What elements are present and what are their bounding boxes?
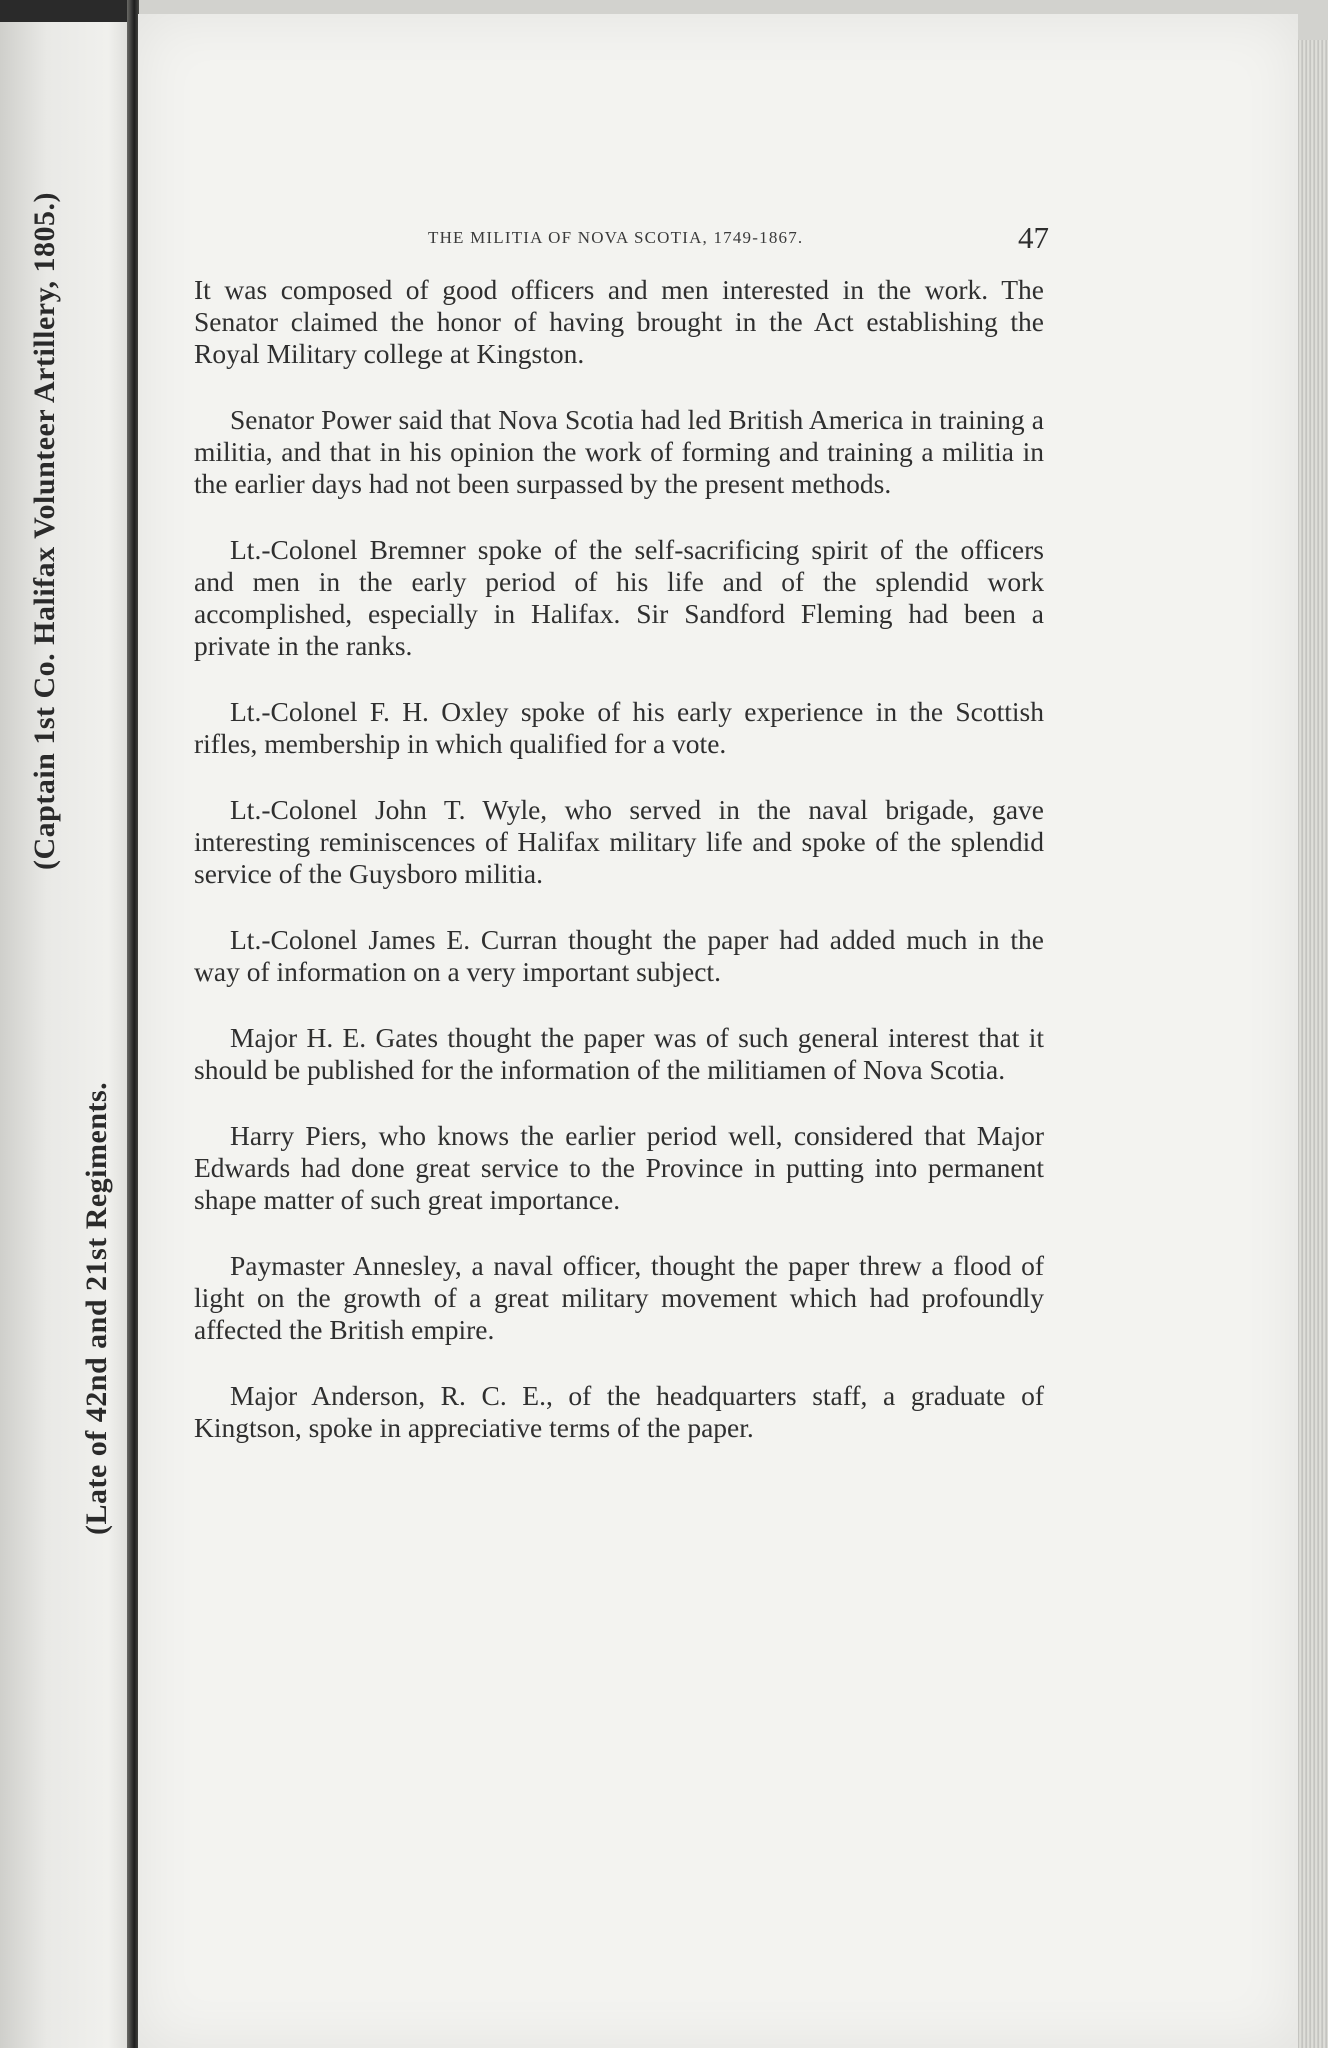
paragraph-gates: Major H. E. Gates thought the paper was of such general interest that it should be published for the information of the militiamen of Nova Scotia. bbox=[194, 1022, 1044, 1085]
paragraph-bremner: Lt.-Colonel Bremner spoke of the self-sacrificing spirit of the officers and men in the early period of his life and of the splendid work accomplished, especially in Halifax. Sir Sandford Fleming had been a private in the ranks. bbox=[194, 534, 1044, 661]
paragraph-wyle: Lt.-Colonel John T. Wyle, who served in the naval brigade, gave interesting reminiscences of Halifax military life and spoke of the splendid service of the Guysboro militia. bbox=[194, 794, 1044, 889]
paragraph-anderson: Major Anderson, R. C. E., of the headquarters staff, a graduate of Kingtson, spoke in appreciative terms of the paper. bbox=[194, 1380, 1044, 1443]
paragraph-piers: Harry Piers, who knows the earlier period well, considered that Major Edwards had done great service to the Province in putting into permanent shape matter of such great importance. bbox=[194, 1120, 1044, 1215]
facing-page-margin bbox=[0, 0, 135, 2048]
margin-caption-captain: (Captain 1st Co. Halifax Volunteer Artillery, 1805.) bbox=[28, 192, 61, 870]
page-number: 47 bbox=[1018, 220, 1049, 255]
paragraph-annesley: Paymaster Annesley, a naval officer, thought the paper threw a flood of light on the growth of a great military movement which had profoundly affected the British empire. bbox=[194, 1250, 1044, 1345]
paragraph-senator-power: Senator Power said that Nova Scotia had led British America in training a militia, and that in his opinion the work of forming and training a militia in the earlier days had not been surpassed by the present methods. bbox=[194, 404, 1044, 499]
running-title: THE MILITIA OF NOVA SCOTIA, 1749-1867. bbox=[428, 228, 804, 247]
page-header bbox=[138, 220, 1298, 260]
facing-page-top-edge bbox=[0, 0, 135, 22]
page-edges bbox=[1298, 40, 1328, 2048]
book-page bbox=[138, 14, 1298, 2048]
paragraph-continuation: It was composed of good officers and men interested in the work. The Senator claimed the honor of having brought in the Act establishing the Royal Military college at Kingston. bbox=[194, 274, 1044, 369]
paragraph-curran: Lt.-Colonel James E. Curran thought the paper had added much in the way of information on a very important subject. bbox=[194, 924, 1044, 987]
margin-caption-regiments: (Late of 42nd and 21st Regiments. bbox=[80, 1081, 113, 1535]
page-body bbox=[194, 274, 1044, 1478]
paragraph-oxley: Lt.-Colonel F. H. Oxley spoke of his early experience in the Scottish rifles, membership in which qualified for a vote. bbox=[194, 696, 1044, 759]
